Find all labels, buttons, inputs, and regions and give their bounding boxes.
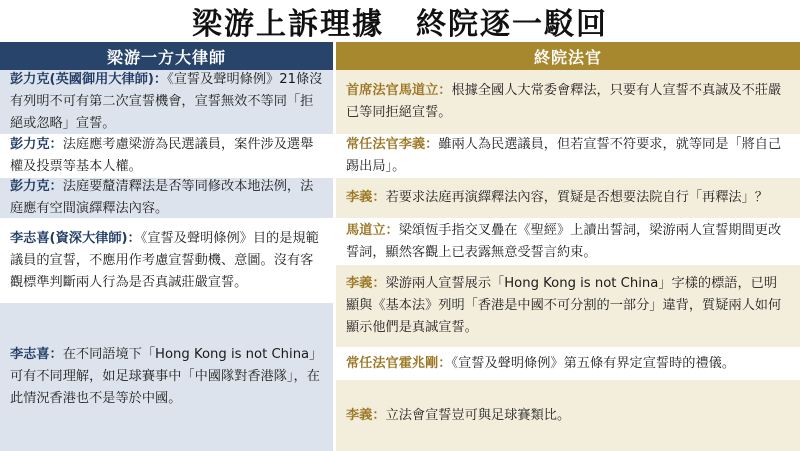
remark-text: 立法會宣誓豈可與足球賽類比。 [385, 407, 571, 423]
argument-text: 法庭應考慮梁游為民選議員，案件涉及選舉權及投票等基本人權。 [10, 137, 314, 174]
argument-text: 《宣誓及聲明條例》21條沒有列明不可有第二次宣誓機會，宣誓無效不等同「拒絕或忽略」宣誓。 [10, 72, 323, 131]
judge-remark-cell [336, 218, 800, 265]
speaker-name: 李義： [346, 407, 386, 423]
counsel-argument-cell [0, 178, 333, 218]
speaker-name: 李義： [346, 276, 386, 291]
judge-remark-cell [336, 70, 800, 134]
speaker-name: 彭力克： [10, 179, 63, 194]
speaker-name: 彭力克： [10, 137, 63, 152]
counsel-argument-cell [0, 218, 333, 303]
speaker-name: 馬道立： [346, 222, 399, 238]
judge-remark-cell [336, 347, 800, 380]
table-header-row [0, 42, 800, 70]
speaker-name: 李義： [346, 190, 386, 205]
speaker-name: 首席法官馬道立： [346, 83, 452, 98]
remark-text: 根據全國人大常委會釋法，只要有人宣誓不真誠及不莊嚴已等同拒絕宣誓。 [346, 83, 782, 120]
remark-text: 梁游兩人宣誓展示「Hong Kong is not China」字樣的標語，已明顯與《基本法》列明「香港是中國不可分割的一部分」違背，質疑兩人如何顯示他們是真誠宣誓。 [346, 276, 782, 335]
remark-text: 梁頌恆手指交叉疊在《聖經》上讀出誓詞，梁游兩人宣誓期間更改誓詞，顯然客觀上已表露無意受誓言約束。 [346, 222, 782, 260]
remark-text: 雖兩人為民選議員，但若宣誓不符要求，就等同是「將自己踢出局」。 [346, 137, 782, 174]
right-column-header: 終院法官 [336, 42, 800, 70]
judge-remark-cell [336, 380, 800, 451]
speaker-name: 彭力克(英國御用大律師)： [10, 72, 168, 87]
judges-column [336, 70, 800, 451]
judge-remark-cell [336, 134, 800, 178]
speaker-name: 李志喜： [10, 347, 63, 362]
page-title: 梁游上訴理據 終院逐一駁回 [192, 7, 608, 42]
remark-text: 《宣誓及聲明條例》第五條有界定宣誓時的禮儀。 [451, 355, 736, 371]
judge-remark-cell [336, 178, 800, 218]
argument-text: 在不同語境下「Hong Kong is not China」可有不同理解，如足球賽事中「中國隊對香港隊」，在此情況香港也不是等於中國。 [10, 347, 323, 406]
counsel-argument-cell [0, 303, 333, 451]
speaker-name: 常任法官霍兆剛： [346, 355, 452, 371]
judge-remark-cell [336, 265, 800, 347]
counsel-column [0, 70, 333, 451]
left-column-header: 梁游一方大律師 [0, 42, 333, 70]
comparison-table [0, 70, 800, 451]
remark-text: 若要求法庭再演繹釋法內容，質疑是否想要法院自行「再釋法」？ [385, 190, 768, 205]
counsel-argument-cell [0, 70, 333, 134]
speaker-name: 李志喜(資深大律師)： [10, 230, 141, 246]
argument-text: 《宣誓及聲明條例》目的是規範議員的宣誓，不應用作考慮宣誓動機、意圖。沒有客觀標準判斷兩人行為是否真誠莊嚴宣誓。 [10, 230, 319, 290]
speaker-name: 常任法官李義： [346, 137, 439, 152]
counsel-argument-cell [0, 134, 333, 178]
argument-text: 法庭要釐清釋法是否等同修改本地法例，法庭應有空間演繹釋法內容。 [10, 179, 314, 216]
